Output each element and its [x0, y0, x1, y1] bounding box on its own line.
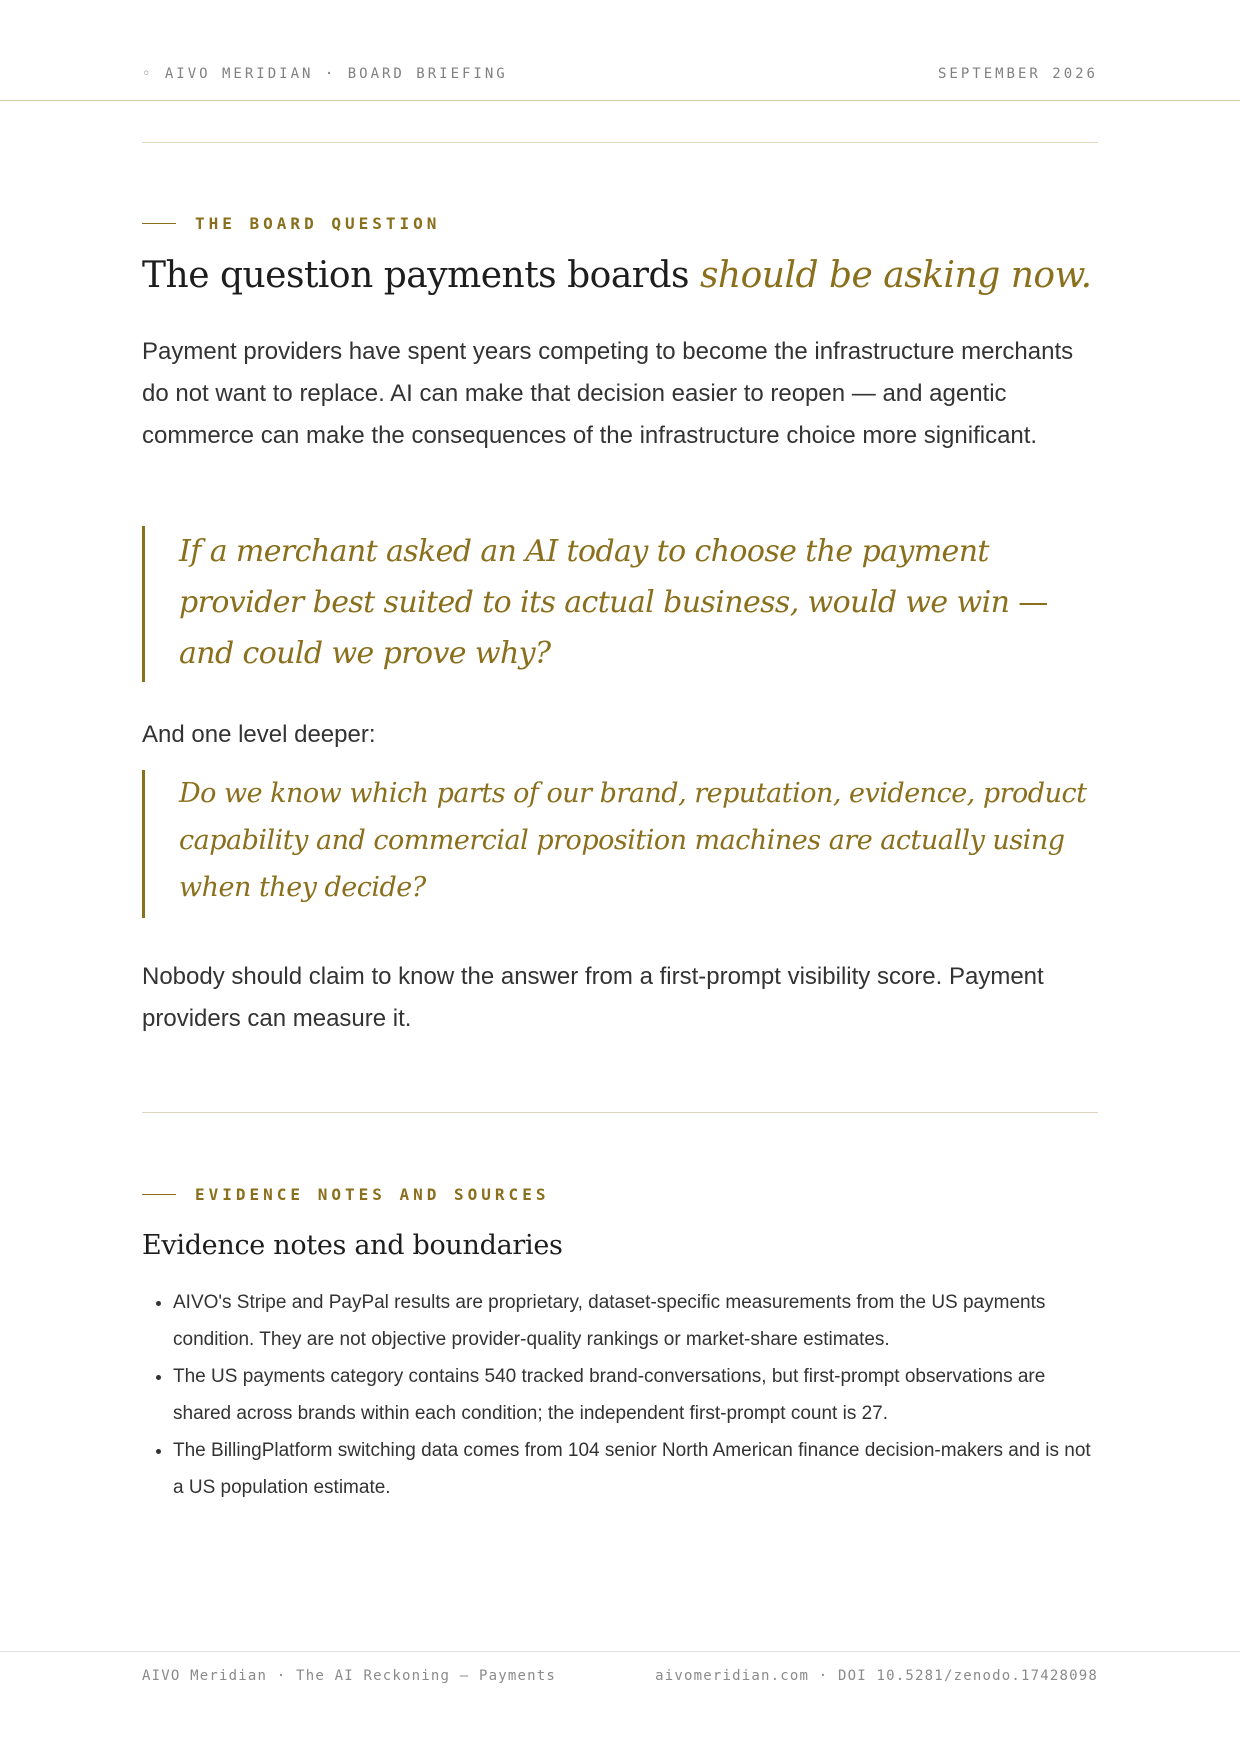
pull-quote-secondary-text: Do we know which parts of our brand, reputation, evidence, product capability and commercial proposition machines are actually using when they decide?: [179, 778, 1087, 903]
section-divider-middle: [142, 1112, 1098, 1113]
board-question-title: [142, 255, 1098, 296]
title-accent: should be asking now.: [699, 255, 1092, 296]
eyebrow-dash: [142, 223, 176, 224]
eyebrow-label: EVIDENCE NOTES AND SOURCES: [195, 1185, 550, 1204]
footer-doi-link[interactable]: aivomeridian.com · DOI 10.5281/zenodo.17428098: [655, 1668, 1098, 1684]
eyebrow-label: THE BOARD QUESTION: [195, 214, 441, 233]
header-divider: [0, 100, 1240, 101]
evidence-title: Evidence notes and boundaries: [142, 1230, 563, 1261]
eyebrow-dash: [142, 1194, 176, 1195]
pull-quote-primary-text: If a merchant asked an AI today to choose the payment provider best suited to its actual business, would we win — and could we prove why?: [179, 534, 1048, 671]
title-plain: The question payments boards: [142, 255, 700, 296]
intro-paragraph: Payment providers have spent years competing to become the infrastructure merchants do not want to replace. AI can make that decision easier to reopen — and agentic commerce can make the consequences of the infrastructure choice more significant.: [142, 338, 1074, 449]
board-question-eyebrow: [142, 214, 440, 233]
list-item: • The BillingPlatform switching data comes from 104 senior North American finance decision-makers and is not a US population estimate.: [173, 1432, 1098, 1506]
footer-publication: AIVO Meridian · The AI Reckoning — Payments: [142, 1668, 557, 1684]
closing-paragraph: Nobody should claim to know the answer from a first-prompt visibility score. Payment providers can measure it.: [142, 963, 1044, 1032]
footer-divider: [0, 1651, 1240, 1652]
page-footer: [142, 1668, 1098, 1684]
evidence-list: [142, 1284, 1098, 1506]
section-divider-top: [142, 142, 1098, 143]
lead-in-text: And one level deeper:: [142, 721, 376, 748]
page-header: [142, 62, 1098, 86]
evidence-notes: [142, 1284, 1098, 1506]
header-date: SEPTEMBER 2026: [937, 66, 1098, 82]
header-brand: ◦ AIVO MERIDIAN · BOARD BRIEFING: [142, 66, 508, 82]
pull-quote-primary: [142, 526, 1098, 682]
pull-quote-secondary: [142, 770, 1098, 918]
list-item: • The US payments category contains 540 tracked brand-conversations, but first-prompt observations are shared across brands within each condition; the independent first-prompt count is 27.: [173, 1358, 1098, 1432]
evidence-eyebrow: [142, 1185, 549, 1204]
list-item: • AIVO's Stripe and PayPal results are proprietary, dataset-specific measurements from the US payments condition. They are not objective provider-quality rankings or market-share estimates.: [173, 1284, 1098, 1358]
